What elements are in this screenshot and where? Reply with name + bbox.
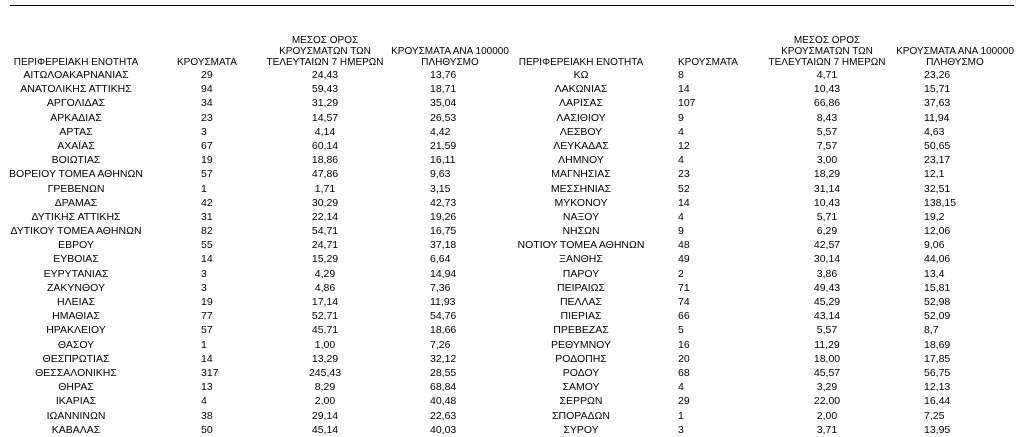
table-row [512, 224, 1024, 238]
table-row [0, 196, 512, 210]
table-row [512, 167, 1024, 181]
region-cell: ΘΑΣΟΥ [57, 338, 95, 351]
table-row [512, 380, 1024, 394]
table-row [512, 267, 1024, 281]
avg7-cell: 245,43 [308, 366, 342, 379]
region-cell: ΑΡΤΑΣ [59, 125, 93, 138]
cases-cell: 23 [201, 111, 213, 124]
cases-cell: 9 [678, 225, 684, 238]
avg7-cell: 18,29 [813, 168, 841, 181]
avg7-cell: 52,71 [311, 310, 339, 323]
cases-cell: 3 [201, 267, 207, 280]
table-row [0, 238, 512, 252]
per100k-cell: 13,95 [924, 423, 951, 436]
table-row [0, 366, 512, 380]
avg7-cell: 6,29 [816, 225, 838, 238]
cases-cell: 52 [678, 182, 690, 195]
region-cell: ΒΟΡΕΙΟΥ ΤΟΜΕΑ ΑΘΗΝΩΝ [9, 168, 143, 181]
header-per100k: ΚΡΟΥΣΜΑΤΑ ΑΝΑ 100000 ΠΛΗΘΥΣΜΟ [391, 46, 509, 68]
avg7-cell: 66,86 [813, 97, 841, 110]
per100k-cell: 11,94 [924, 111, 950, 124]
region-cell: ΜΑΓΝΗΣΙΑΣ [551, 168, 611, 181]
avg7-cell: 47,86 [311, 168, 339, 181]
table-row [512, 139, 1024, 153]
cases-cell: 94 [201, 83, 213, 96]
table-row [512, 338, 1024, 352]
region-cell: ΣΑΜΟΥ [562, 381, 600, 394]
per100k-cell: 16,11 [430, 154, 456, 167]
per100k-cell: 11,93 [430, 296, 456, 308]
cases-cell: 4 [678, 381, 684, 394]
avg7-cell: 31,14 [813, 182, 841, 195]
avg7-cell: 30,29 [311, 196, 339, 209]
per100k-cell: 9,63 [430, 168, 451, 181]
region-cell: ΘΕΣΠΡΩΤΙΑΣ [42, 352, 110, 365]
cases-cell: 67 [201, 139, 213, 152]
table-row [0, 323, 512, 337]
per100k-cell: 9,06 [924, 239, 945, 252]
region-cell: ΝΟΤΙΟΥ ΤΟΜΕΑ ΑΘΗΝΩΝ [517, 239, 645, 252]
table-row [0, 281, 512, 295]
region-cell: ΛΗΜΝΟΥ [558, 154, 604, 167]
per100k-cell: 28,55 [430, 366, 457, 379]
table-row [0, 394, 512, 408]
per100k-cell: 14,94 [430, 267, 457, 280]
cases-cell: 3 [678, 423, 684, 436]
avg7-cell: 15,29 [311, 253, 339, 266]
region-cell: ΝΑΞΟΥ [562, 210, 600, 223]
region-cell: ΝΗΣΩΝ [562, 225, 600, 238]
region-cell: ΘΕΣΣΑΛΟΝΙΚΗΣ [35, 366, 117, 379]
avg7-cell: 1,00 [314, 338, 336, 351]
region-cell: ΠΑΡΟΥ [562, 267, 600, 280]
table-row [512, 96, 1024, 110]
avg7-cell: 3,71 [816, 423, 838, 436]
per100k-cell: 40,48 [430, 395, 457, 408]
header-cases: ΚΡΟΥΣΜΑΤΑ [177, 57, 237, 68]
cases-cell: 42 [201, 196, 213, 209]
avg7-cell: 1,71 [314, 182, 336, 195]
table-row [512, 281, 1024, 295]
per100k-cell: 19,2 [924, 210, 945, 223]
cases-cell: 16 [678, 338, 690, 351]
region-cell: ΜΥΚΟΝΟΥ [554, 196, 608, 209]
region-cell: ΛΑΡΙΣΑΣ [559, 97, 603, 110]
per100k-cell: 138,15 [924, 196, 957, 209]
table-row [0, 68, 512, 82]
table-row [0, 380, 512, 394]
cases-cell: 317 [201, 366, 219, 379]
per100k-cell: 12,1 [924, 168, 945, 181]
cases-cell: 14 [678, 196, 690, 209]
table-row [512, 295, 1024, 309]
avg7-cell: 24,43 [311, 69, 339, 81]
cases-cell: 14 [678, 83, 690, 96]
avg7-cell: 54,71 [311, 225, 339, 238]
per100k-cell: 37,18 [430, 239, 457, 252]
cases-cell: 2 [678, 267, 684, 280]
avg7-cell: 29,14 [311, 409, 339, 422]
cases-cell: 19 [201, 154, 213, 167]
cases-cell: 34 [201, 97, 213, 110]
table-row [0, 423, 512, 437]
table-row [0, 295, 512, 309]
table-row [512, 409, 1024, 423]
cases-cell: 107 [678, 97, 696, 110]
per100k-cell: 50,65 [924, 139, 951, 152]
region-cell: ΑΙΤΩΛΟΑΚΑΡΝΑΝΙΑΣ [23, 69, 129, 81]
region-cell: ΔΥΤΙΚΗΣ ΑΤΤΙΚΗΣ [31, 210, 121, 223]
cases-cell: 5 [678, 324, 684, 337]
per100k-cell: 37,63 [924, 97, 951, 110]
avg7-cell: 4,71 [816, 69, 838, 81]
cases-cell: 12 [678, 139, 690, 152]
per100k-cell: 6,64 [430, 253, 451, 266]
region-cell: ΑΡΓΟΛΙΔΑΣ [46, 97, 106, 110]
cases-cell: 13 [201, 381, 213, 394]
region-cell: ΕΒΡΟΥ [58, 239, 94, 252]
table-row [0, 139, 512, 153]
per100k-cell: 16,75 [430, 225, 457, 238]
header-region: ΠΕΡΙΦΕΡΕΙΑΚΗ ΕΝΟΤΗΤΑ [13, 57, 139, 68]
per100k-cell: 19,26 [430, 210, 457, 223]
region-cell: ΚΑΒΑΛΑΣ [51, 423, 101, 436]
cases-cell: 14 [201, 352, 213, 365]
per100k-cell: 68,84 [430, 381, 457, 394]
per100k-cell: 12,13 [924, 381, 951, 394]
avg7-cell: 5,57 [816, 324, 838, 337]
cases-cell: 48 [678, 239, 690, 252]
table-row [0, 167, 512, 181]
cases-cell: 4 [678, 125, 684, 138]
table-row [512, 210, 1024, 224]
table-row [512, 323, 1024, 337]
table-row [0, 111, 512, 125]
avg7-cell: 10,43 [813, 196, 841, 209]
region-cell: ΗΡΑΚΛΕΙΟΥ [46, 324, 106, 337]
per100k-cell: 26,53 [430, 111, 457, 124]
region-cell: ΑΝΑΤΟΛΙΚΗΣ ΑΤΤΙΚΗΣ [20, 83, 132, 96]
avg7-cell: 45,29 [813, 296, 841, 308]
per100k-cell: 35,04 [430, 97, 457, 110]
cases-cell: 8 [678, 69, 684, 81]
table-row [0, 409, 512, 423]
cases-cell: 9 [678, 111, 684, 124]
region-cell: ΔΥΤΙΚΟΥ ΤΟΜΕΑ ΑΘΗΝΩΝ [10, 225, 142, 238]
table-row [0, 153, 512, 167]
region-cell: ΛΕΥΚΑΔΑΣ [553, 139, 609, 152]
avg7-cell: 30,14 [813, 253, 841, 266]
header-region: ΠΕΡΙΦΕΡΕΙΑΚΗ ΕΝΟΤΗΤΑ [518, 57, 644, 68]
per100k-cell: 21,59 [430, 139, 457, 152]
region-cell: ΛΕΣΒΟΥ [559, 125, 603, 138]
table-row [512, 238, 1024, 252]
per100k-cell: 13,4 [924, 267, 945, 280]
table-row [0, 224, 512, 238]
header-avg7: ΜΕΣΟΣ ΟΡΟΣ ΚΡΟΥΣΜΑΤΩΝ ΤΩΝ ΤΕΛΕΥΤΑΙΩΝ 7 ΗΜΕΡΩΝ [768, 35, 886, 68]
avg7-cell: 45,57 [813, 366, 841, 379]
avg7-cell: 24,71 [311, 239, 339, 252]
per100k-cell: 32,12 [430, 352, 457, 365]
region-cell: ΣΕΡΡΩΝ [559, 395, 603, 408]
avg7-cell: 22,00 [813, 395, 841, 408]
header-avg7: ΜΕΣΟΣ ΟΡΟΣ ΚΡΟΥΣΜΑΤΩΝ ΤΩΝ ΤΕΛΕΥΤΑΙΩΝ 7 ΗΜΕΡΩΝ [266, 35, 384, 68]
per100k-cell: 4,63 [924, 125, 945, 138]
per100k-cell: 3,15 [430, 182, 451, 195]
cases-cell: 4 [678, 210, 684, 223]
table-row [512, 82, 1024, 96]
per100k-cell: 15,71 [924, 83, 951, 96]
table-row [0, 96, 512, 110]
per100k-cell: 42,73 [430, 196, 457, 209]
table-row [512, 252, 1024, 266]
per100k-cell: 56,75 [924, 366, 951, 379]
region-cell: ΔΡΑΜΑΣ [54, 196, 98, 209]
cases-cell: 38 [201, 409, 213, 422]
avg7-cell: 42,57 [813, 239, 841, 252]
avg7-cell: 10,43 [813, 83, 841, 96]
per100k-cell: 17,85 [924, 352, 951, 365]
region-cell: ΠΕΙΡΑΙΩΣ [557, 281, 605, 294]
cases-cell: 29 [678, 395, 690, 408]
region-cell: ΛΑΣΙΘΙΟΥ [556, 111, 606, 124]
region-cell: ΠΡΕΒΕΖΑΣ [553, 324, 609, 337]
cases-cell: 1 [201, 338, 207, 351]
cases-cell: 82 [201, 225, 213, 238]
region-cell: ΘΗΡΑΣ [58, 381, 94, 394]
per100k-cell: 7,36 [430, 281, 451, 294]
per100k-cell: 7,25 [924, 409, 945, 422]
avg7-cell: 2,00 [314, 395, 336, 408]
avg7-cell: 3,00 [816, 154, 838, 167]
cases-cell: 3 [201, 281, 207, 294]
avg7-cell: 5,71 [816, 210, 838, 223]
avg7-cell: 7,57 [816, 139, 838, 152]
table-row [0, 182, 512, 196]
region-cell: ΚΩ [573, 69, 589, 81]
table-row [0, 252, 512, 266]
per100k-cell: 12,06 [924, 225, 951, 238]
left-rows [0, 68, 512, 437]
region-cell: ΣΠΟΡΑΔΩΝ [552, 409, 610, 422]
top-rule [10, 5, 1014, 6]
region-cell: ΡΟΔΟΠΗΣ [555, 352, 607, 365]
region-cell: ΠΕΛΛΑΣ [559, 296, 603, 308]
per100k-cell: 44,06 [924, 253, 951, 266]
region-cell: ΛΑΚΩΝΙΑΣ [554, 83, 608, 96]
region-cell: ΑΡΚΑΔΙΑΣ [50, 111, 102, 124]
avg7-cell: 45,71 [311, 324, 339, 337]
avg7-cell: 13,29 [311, 352, 339, 365]
region-cell: ΡΕΘΥΜΝΟΥ [550, 338, 611, 351]
per100k-cell: 4,42 [430, 125, 451, 138]
cases-cell: 71 [678, 281, 690, 294]
avg7-cell: 43,14 [813, 310, 841, 323]
avg7-cell: 18,86 [311, 154, 339, 167]
region-cell: ΣΥΡΟΥ [563, 423, 599, 436]
per100k-cell: 52,09 [924, 310, 951, 323]
avg7-cell: 3,86 [816, 267, 838, 280]
region-cell: ΗΜΑΘΙΑΣ [52, 310, 100, 323]
cases-cell: 57 [201, 324, 213, 337]
region-cell: ΞΑΝΘΗΣ [559, 253, 603, 266]
region-cell: ΖΑΚΥΝΘΟΥ [46, 281, 105, 294]
table-row [512, 309, 1024, 323]
avg7-cell: 49,43 [813, 281, 841, 294]
table-row [0, 125, 512, 139]
region-cell: ΙΚΑΡΙΑΣ [55, 395, 97, 408]
cases-cell: 55 [201, 239, 213, 252]
region-cell: ΕΥΡΥΤΑΝΙΑΣ [43, 267, 109, 280]
table-row [512, 394, 1024, 408]
per100k-cell: 23,17 [924, 154, 951, 167]
avg7-cell: 3,29 [816, 381, 838, 394]
per100k-cell: 7,26 [430, 338, 451, 351]
cases-cell: 4 [201, 395, 207, 408]
cases-cell: 1 [678, 409, 684, 422]
region-cell: ΓΡΕΒΕΝΩΝ [47, 182, 105, 195]
avg7-cell: 8,43 [816, 111, 838, 124]
table-row [0, 309, 512, 323]
cases-cell: 1 [201, 182, 207, 195]
avg7-cell: 4,14 [314, 125, 336, 138]
avg7-cell: 59,43 [311, 83, 339, 96]
cases-cell: 74 [678, 296, 690, 308]
avg7-cell: 14,57 [311, 111, 339, 124]
per100k-cell: 32,51 [924, 182, 951, 195]
table-row [512, 352, 1024, 366]
per100k-cell: 23,26 [924, 69, 951, 81]
cases-cell: 50 [201, 423, 213, 436]
cases-cell: 19 [201, 296, 213, 308]
table-row [512, 423, 1024, 437]
avg7-cell: 4,29 [314, 267, 336, 280]
table-row [512, 153, 1024, 167]
per100k-cell: 18,69 [924, 338, 951, 351]
cases-cell: 29 [201, 69, 213, 81]
avg7-cell: 2,00 [816, 409, 838, 422]
region-cell: ΜΕΣΣΗΝΙΑΣ [550, 182, 612, 195]
per100k-cell: 22,63 [430, 409, 457, 422]
region-cell: ΒΟΙΩΤΙΑΣ [51, 154, 101, 167]
avg7-cell: 22,14 [311, 210, 339, 223]
table-row [0, 267, 512, 281]
per100k-cell: 54,76 [430, 310, 457, 323]
cases-cell: 49 [678, 253, 690, 266]
table-row [512, 196, 1024, 210]
cases-cell: 20 [678, 352, 690, 365]
per100k-cell: 52,98 [924, 296, 951, 308]
avg7-cell: 5,57 [816, 125, 838, 138]
region-cell: ΡΟΔΟΥ [562, 366, 600, 379]
table-row [512, 111, 1024, 125]
table-row [0, 210, 512, 224]
table-row [0, 338, 512, 352]
avg7-cell: 31,29 [311, 97, 339, 110]
per100k-cell: 8,7 [924, 324, 939, 337]
per100k-cell: 13,76 [430, 69, 457, 81]
right-rows [512, 68, 1024, 437]
avg7-cell: 11,29 [814, 338, 840, 351]
table-row [0, 352, 512, 366]
cases-cell: 68 [678, 366, 690, 379]
table-row [512, 182, 1024, 196]
cases-cell: 77 [201, 310, 213, 323]
header-cases: ΚΡΟΥΣΜΑΤΑ [678, 57, 738, 68]
per100k-cell: 40,03 [430, 423, 457, 436]
avg7-cell: 18,00 [813, 352, 841, 365]
cases-cell: 57 [201, 168, 213, 181]
region-cell: ΗΛΕΙΑΣ [56, 296, 95, 308]
region-cell: ΙΩΑΝΝΙΝΩΝ [46, 409, 106, 422]
avg7-cell: 8,29 [314, 381, 336, 394]
cases-cell: 31 [201, 210, 213, 223]
table-row [0, 82, 512, 96]
table-row [512, 366, 1024, 380]
cases-cell: 3 [201, 125, 207, 138]
region-cell: ΠΙΕΡΙΑΣ [560, 310, 602, 323]
cases-cell: 14 [201, 253, 213, 266]
per100k-cell: 18,71 [430, 83, 457, 96]
avg7-cell: 17,14 [311, 296, 339, 308]
per100k-cell: 16,44 [924, 395, 951, 408]
cases-cell: 23 [678, 168, 690, 181]
header-per100k: ΚΡΟΥΣΜΑΤΑ ΑΝΑ 100000 ΠΛΗΘΥΣΜΟ [896, 46, 1014, 68]
region-cell: ΕΥΒΟΙΑΣ [53, 253, 99, 266]
cases-cell: 66 [678, 310, 690, 323]
avg7-cell: 4,86 [314, 281, 336, 294]
region-cell: ΑΧΑΪΑΣ [57, 139, 95, 152]
cases-cell: 4 [678, 154, 684, 167]
table-row [512, 125, 1024, 139]
avg7-cell: 45,14 [311, 423, 339, 436]
per100k-cell: 15,81 [924, 281, 951, 294]
avg7-cell: 60,14 [311, 139, 339, 152]
per100k-cell: 18,66 [430, 324, 457, 337]
table-row [512, 68, 1024, 82]
